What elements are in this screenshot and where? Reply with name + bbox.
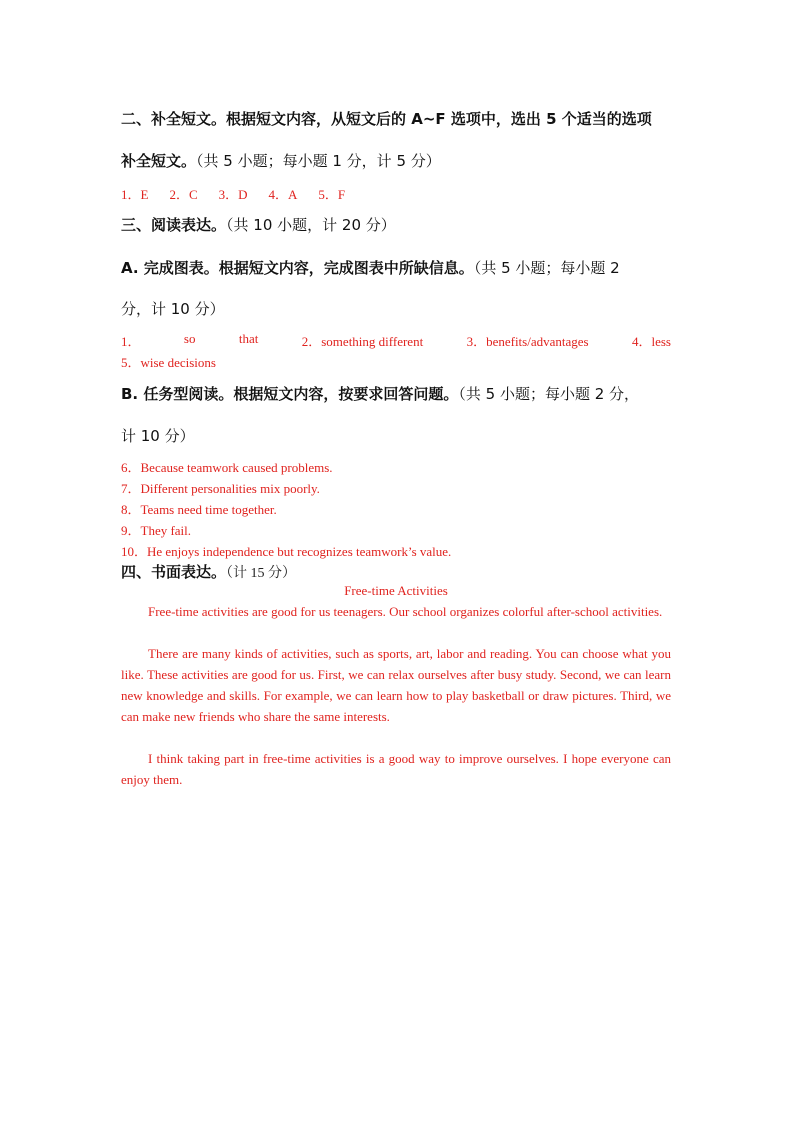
answer-item: 4．A <box>268 187 298 202</box>
answer-item: 6．Because teamwork caused problems. <box>121 460 333 475</box>
partA-title-text: A. 完成图表。根据短文内容，完成图表中所缺信息。 <box>121 259 474 277</box>
answer-item: so <box>183 331 196 346</box>
section4-title-text: 四、书面表达。 <box>121 563 227 581</box>
section2-title-cont: 补全短文。 <box>121 152 197 170</box>
partB-title-text: B. 任务型阅读。根据短文内容，按要求回答问题。 <box>121 385 459 403</box>
section2-title-line1 <box>121 108 652 129</box>
partB-note: （共 5 小题；每小题 2 分， <box>458 385 640 403</box>
partA-answers-line2 <box>121 352 216 371</box>
answer-item: 2．C <box>169 187 198 202</box>
answer-item: 4．less <box>631 334 671 349</box>
section2-title-line2 <box>121 150 441 171</box>
answer-item: 9．They fail. <box>121 523 192 538</box>
answer-item: 7．Different personalities mix poorly. <box>121 481 320 496</box>
answer-item: 1． <box>121 334 141 349</box>
partA-note: （共 5 小题；每小题 2 <box>473 259 620 277</box>
partB-answer-7 <box>121 478 320 497</box>
answer-item: 1．E <box>121 187 149 202</box>
section2-title-text: 二、补全短文。根据短文内容，从短文后的 A~F 选项中，选出 5 个适当的选项 <box>121 110 652 128</box>
partB-title <box>121 383 639 404</box>
partA-note-cont: 分，计 10 分） <box>121 300 225 318</box>
answer-item: 3．D <box>218 187 248 202</box>
essay-paragraph: There are many kinds of activities, such as sports, art, labor and reading. You can choose what you like. These activities are good for us. First, we can relax ourselves after busy study. Second, we can learn new knowledge and skills. For example, we can learn how to play basketball or draw pictures. Third, we can make new friends who share the same interests. <box>121 646 671 724</box>
partA-note-line2 <box>121 298 225 319</box>
essay-paragraph: Free-time activities are good for us teenagers. Our school organizes colorful after-school activities. <box>148 604 663 619</box>
partA-answers-line1 <box>121 331 671 350</box>
answer-item: 10．He enjoys independence but recognizes teamwork’s value. <box>121 544 452 559</box>
section2-note: （共 5 小题；每小题 1 分，计 5 分） <box>196 152 441 170</box>
partB-note-cont: 计 10 分） <box>121 427 195 445</box>
answer-item: 3．benefits/advantages <box>466 334 589 349</box>
section4-note: （计 15 分） <box>226 566 297 581</box>
essay-title: Free-time Activities <box>344 583 448 598</box>
essay-paragraph: I think taking part in free-time activities is a good way to improve ourselves. I hope everyone can enjoy them. <box>121 751 671 787</box>
answer-item: 8．Teams need time together. <box>121 502 277 517</box>
section3-title-text: 三、阅读表达。 <box>121 216 227 234</box>
answer-item: that <box>238 331 259 346</box>
section3-note: （共 10 小题，计 20 分） <box>226 216 396 234</box>
answer-item: 5．wise decisions <box>121 355 216 370</box>
answer-item: 2．something different <box>301 334 424 349</box>
partB-note-line2 <box>121 425 195 446</box>
section3-title <box>121 214 396 235</box>
partB-answer-9 <box>121 520 191 539</box>
partA-title <box>121 257 620 278</box>
section2-answers <box>121 184 366 203</box>
partB-answer-8 <box>121 499 277 518</box>
section4-title <box>121 561 296 582</box>
answer-item: 5．F <box>318 187 346 202</box>
partB-answer-6 <box>121 457 333 476</box>
partB-answer-10 <box>121 541 451 560</box>
